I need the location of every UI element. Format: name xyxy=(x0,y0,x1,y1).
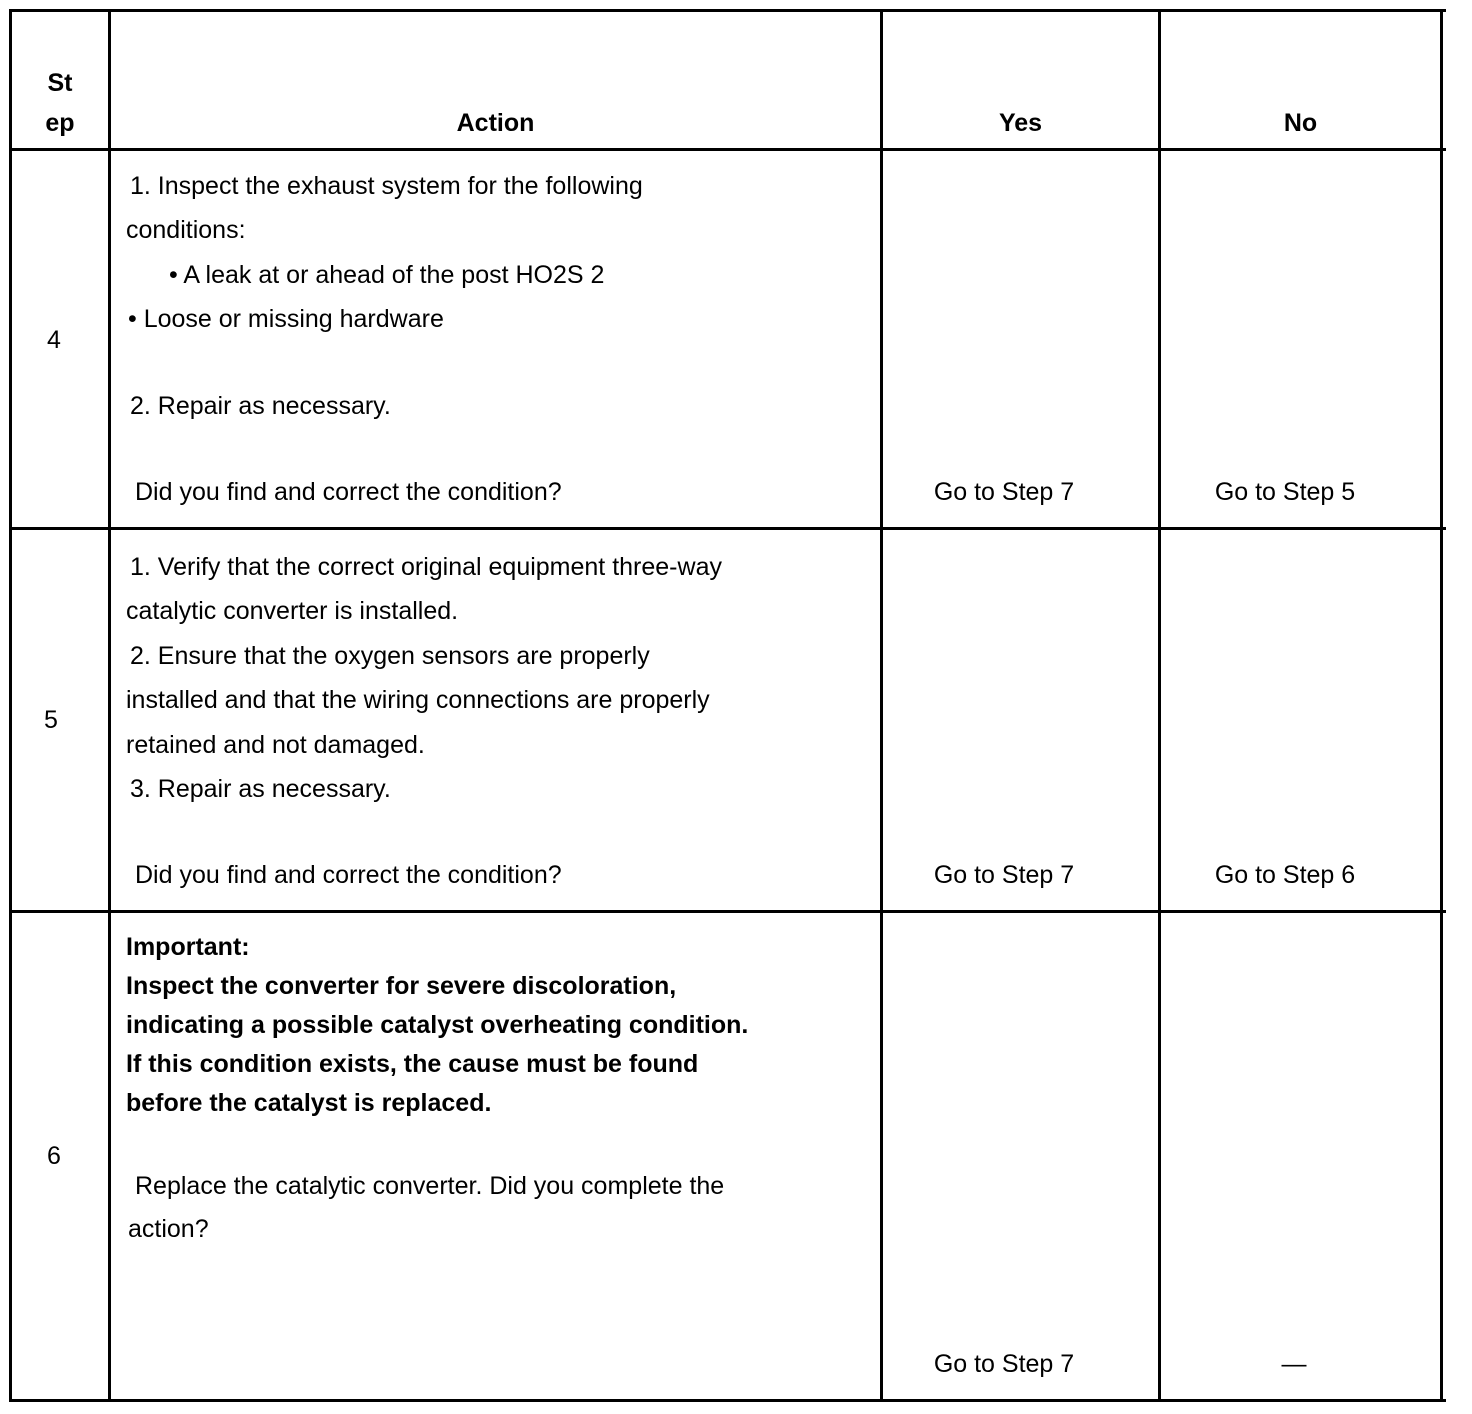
action-question: Did you find and correct the condition? xyxy=(135,861,562,889)
yes-result: Go to Step 7 xyxy=(933,861,1075,889)
column-divider xyxy=(880,9,883,1402)
important-text-line: before the catalyst is replaced. xyxy=(126,1089,492,1117)
action-bullet-line: • A leak at or ahead of the post HO2S 2 xyxy=(169,261,605,289)
table-border-right xyxy=(1440,9,1443,1402)
action-line: 2. Repair as necessary. xyxy=(130,392,391,420)
important-text-line: Inspect the converter for severe discoloration, xyxy=(126,972,677,1000)
header-divider xyxy=(9,148,1446,151)
header-action: Action xyxy=(456,109,535,137)
step-number: 5 xyxy=(44,706,58,734)
step-number: 6 xyxy=(47,1142,61,1170)
action-line: installed and that the wiring connections are properly xyxy=(126,686,710,714)
action-line: 3. Repair as necessary. xyxy=(130,775,391,803)
important-text-line: indicating a possible catalyst overheating condition. xyxy=(126,1011,749,1039)
action-line: action? xyxy=(128,1215,209,1243)
row-divider xyxy=(9,527,1446,530)
header-no: No xyxy=(1283,109,1318,137)
row-divider xyxy=(9,910,1446,913)
important-text-line: If this condition exists, the cause must be found xyxy=(126,1050,699,1078)
action-line: catalytic converter is installed. xyxy=(126,597,459,625)
action-bullet-line: • Loose or missing hardware xyxy=(128,305,444,333)
action-line: 2. Ensure that the oxygen sensors are properly xyxy=(130,642,650,670)
important-label: Important: xyxy=(126,933,250,961)
action-line: Replace the catalytic converter. Did you complete the xyxy=(135,1172,725,1200)
column-divider xyxy=(1158,9,1161,1402)
action-question: Did you find and correct the condition? xyxy=(135,478,562,506)
no-result: — xyxy=(1281,1350,1307,1378)
yes-result: Go to Step 7 xyxy=(933,478,1075,506)
diagnostic-table xyxy=(9,9,1446,1402)
header-step-line1: St xyxy=(47,69,73,97)
no-result: Go to Step 6 xyxy=(1214,861,1356,889)
action-line: 1. Verify that the correct original equipment three-way xyxy=(130,553,722,581)
column-divider xyxy=(108,9,111,1402)
header-step-line2: ep xyxy=(45,109,75,137)
action-line: 1. Inspect the exhaust system for the following xyxy=(130,172,643,200)
step-number: 4 xyxy=(47,326,61,354)
yes-result: Go to Step 7 xyxy=(933,1350,1075,1378)
table-border-top xyxy=(9,9,1446,12)
table-border-bottom xyxy=(9,1399,1446,1402)
action-line: conditions: xyxy=(126,216,246,244)
no-result: Go to Step 5 xyxy=(1214,478,1356,506)
header-yes: Yes xyxy=(998,109,1043,137)
action-line: retained and not damaged. xyxy=(126,731,425,759)
